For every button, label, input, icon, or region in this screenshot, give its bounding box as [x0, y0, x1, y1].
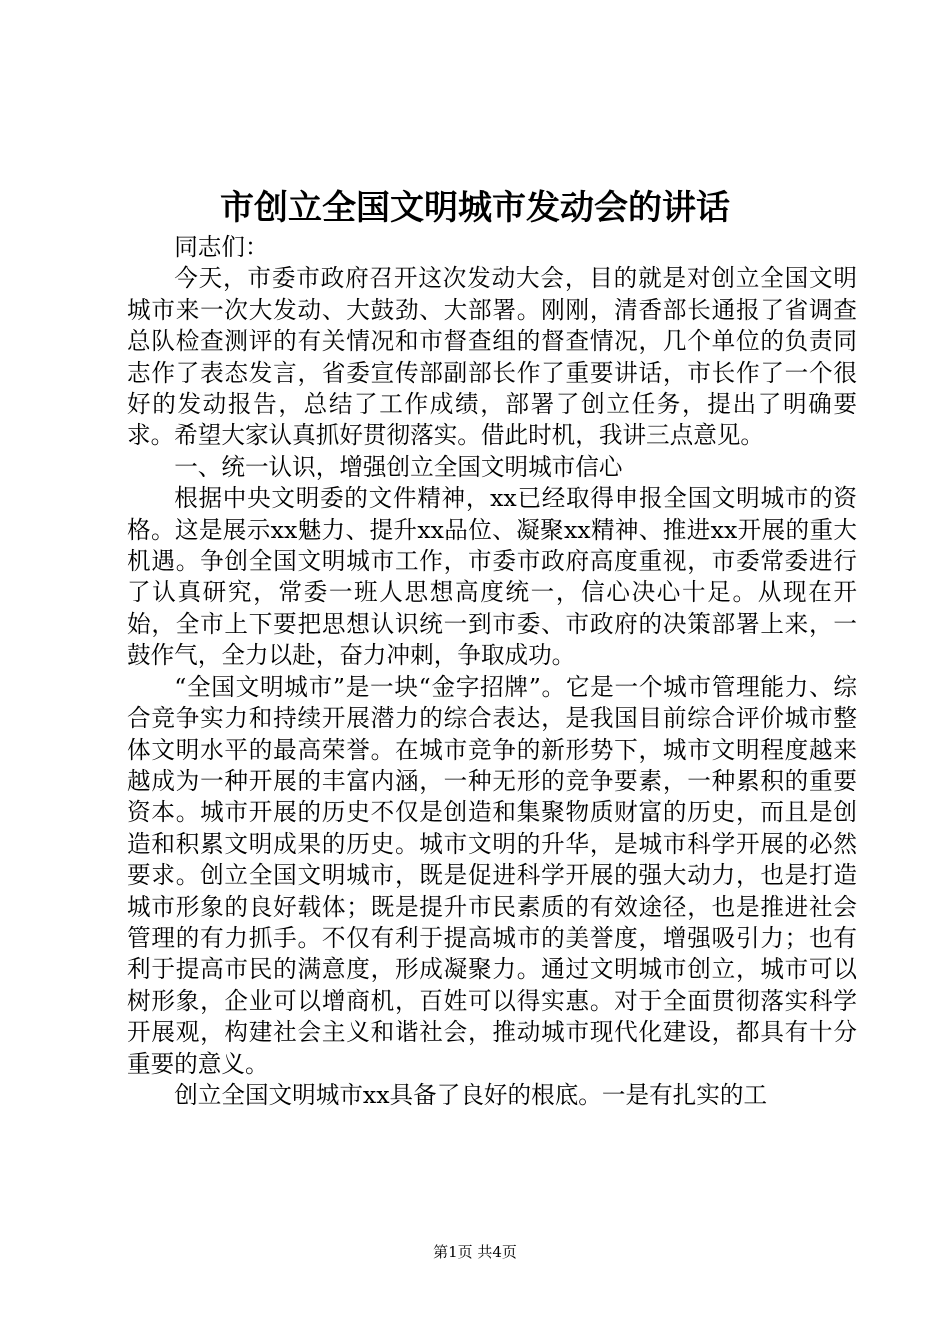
salutation-paragraph: 同志们：: [174, 233, 269, 261]
document-body: [127, 232, 857, 1111]
body-paragraph: 根据中央文明委的文件精神，xx已经取得申报全国文明城市的资格。这是展示xx魅力、提升xx品位、凝聚xx精神、推进xx开展的重大机遇。争创全国文明城市工作，市委市政府高度重视，市委常委进行了认真研究，常委一班人思想高度统一，信心决心十足。从现在开始，全市上下要把思想认识统一到市委、市政府的决策部署上来，一鼓作气，全力以赴，奋力冲刺，争取成功。: [127, 484, 857, 670]
document-title: 市创立全国文明城市发动会的讲话: [220, 188, 730, 228]
section-heading: 一、统一认识，增强创立全国文明城市信心: [174, 452, 623, 481]
body-paragraph: 创立全国文明城市xx具备了良好的根底。一是有扎实的工: [174, 1080, 768, 1109]
page-number-footer: 第1页 共4页: [433, 1243, 517, 1261]
intro-paragraph: 今天，市委市政府召开这次发动大会，目的就是对创立全国文明城市来一次大发动、大鼓劲、大部署。刚刚，清香部长通报了省调查总队检查测评的有关情况和市督查组的督查情况，几个单位的负责同志作了表态发言，省委宣传部副部长作了重要讲话，市长作了一个很好的发动报告，总结了工作成绩，部署了创立任务，提出了明确要求。希望大家认真抓好贯彻落实。借此时机，我讲三点意见。: [127, 264, 857, 450]
body-paragraph: “全国文明城市”是一块“金字招牌”。它是一个城市管理能力、综合竞争实力和持续开展潜力的综合表达，是我国目前综合评价城市整体文明水平的最高荣誉。在城市竞争的新形势下，城市文明程度越来越成为一种开展的丰富内涵，一种无形的竞争要素，一种累积的重要资本。城市开展的历史不仅是创造和集聚物质财富的历史，而且是创造和积累文明成果的历史。城市文明的升华，是城市科学开展的必然要求。创立全国文明城市，既是促进科学开展的强大动力，也是打造城市形象的良好载体；既是提升市民素质的有效途径，也是推进社会管理的有力抓手。不仅有利于提高城市的美誉度，增强吸引力；也有利于提高市民的满意度，形成凝聚力。通过文明城市创立，城市可以树形象，企业可以增商机，百姓可以得实惠。对于全面贯彻落实科学开展观，构建社会主义和谐社会，推动城市现代化建设，都具有十分重要的意义。: [127, 672, 857, 1078]
